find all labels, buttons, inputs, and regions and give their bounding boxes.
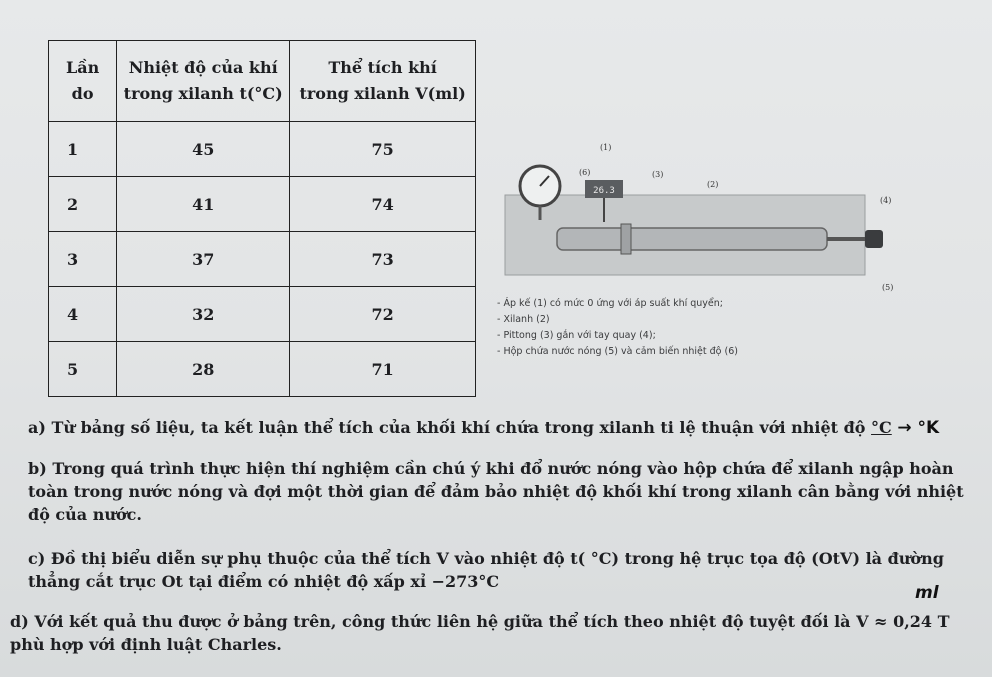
- cell-volume: 71: [290, 342, 476, 397]
- header-volume: [290, 41, 476, 122]
- label-3: (3): [652, 170, 664, 179]
- header-lan: [49, 41, 117, 122]
- cell-lan: 1: [49, 122, 117, 177]
- header-temperature: [117, 41, 290, 122]
- header-vol-line2: trong xilanh V(ml): [299, 84, 466, 103]
- cell-volume: 75: [290, 122, 476, 177]
- cell-lan: 3: [49, 232, 117, 287]
- data-table: [48, 40, 476, 397]
- question-a-unit: °C: [871, 418, 892, 437]
- question-c-text: c) Đồ thị biểu diễn sự phụ thuộc của thể tích V vào nhiệt độ t( °C) trong hệ trục tọa độ (OtV) là đường thẳng cắt trục Ot tại điểm có nhiệt độ xấp xỉ −273°C: [28, 549, 944, 591]
- legend-item: - Xilanh (2): [497, 314, 550, 325]
- cell-volume: 72: [290, 287, 476, 342]
- question-c: [28, 547, 973, 593]
- cell-temperature: 32: [117, 287, 290, 342]
- question-d: [10, 610, 972, 656]
- label-6: (6): [579, 168, 591, 177]
- table-header-row: [49, 41, 476, 122]
- label-4: (4): [880, 196, 892, 205]
- header-temp-line2: trong xilanh t(°C): [123, 84, 283, 103]
- handwritten-note-a: → °K: [897, 418, 940, 438]
- header-vol-line1: Thể tích khí: [328, 58, 437, 77]
- table-row: [49, 287, 476, 342]
- question-a-text: a) Từ bảng số liệu, ta kết luận thể tích của khối khí chứa trong xilanh ti lệ thuận với nhiệt độ: [28, 418, 866, 437]
- sensor-reading: 26.3: [593, 186, 615, 196]
- legend-item: - Hộp chứa nước nóng (5) và cảm biến nhiệt độ (6): [497, 346, 738, 357]
- cell-temperature: 45: [117, 122, 290, 177]
- legend-item: - Pittong (3) gắn với tay quay (4);: [497, 330, 656, 341]
- cylinder: [557, 228, 827, 250]
- cell-temperature: 37: [117, 232, 290, 287]
- header-temp-line1: Nhiệt độ của khí: [128, 58, 278, 77]
- header-lan-line1: Lần: [65, 58, 100, 77]
- question-b-text: b) Trong quá trình thực hiện thí nghiệm cần chú ý khi đổ nước nóng vào hộp chứa để xilanh ngập hoàn toàn trong nước nóng và đợi một thời gian để đảm bảo nhiệt độ khối khí trong xilanh cân bằng với nhiệt độ của nước.: [28, 459, 964, 524]
- cell-temperature: 28: [117, 342, 290, 397]
- table-row: [49, 232, 476, 287]
- cell-lan: 4: [49, 287, 117, 342]
- question-d-text: d) Với kết quả thu được ở bảng trên, công thức liên hệ giữa thể tích theo nhiệt độ tuyệt đối là V ≈ 0,24 T phù hợp với định luật Charles.: [10, 612, 950, 654]
- legend-item: - Áp kế (1) có mức 0 ứng với áp suất khí quyển;: [497, 298, 723, 309]
- piston: [621, 224, 631, 254]
- crank-handle-icon: [865, 230, 883, 248]
- label-5: (5): [882, 283, 894, 292]
- header-lan-line2: do: [71, 84, 94, 103]
- figure-legend: [497, 296, 827, 360]
- cell-lan: 2: [49, 177, 117, 232]
- apparatus-figure: [497, 140, 902, 300]
- label-2: (2): [707, 180, 719, 189]
- table-row: [49, 122, 476, 177]
- label-1: (1): [600, 143, 612, 152]
- question-b: [28, 457, 973, 526]
- handwritten-note-c: ml: [915, 583, 939, 603]
- cell-lan: 5: [49, 342, 117, 397]
- table-row: [49, 177, 476, 232]
- table-row: [49, 342, 476, 397]
- question-a: [28, 416, 968, 440]
- cell-volume: 74: [290, 177, 476, 232]
- cell-volume: 73: [290, 232, 476, 287]
- cell-temperature: 41: [117, 177, 290, 232]
